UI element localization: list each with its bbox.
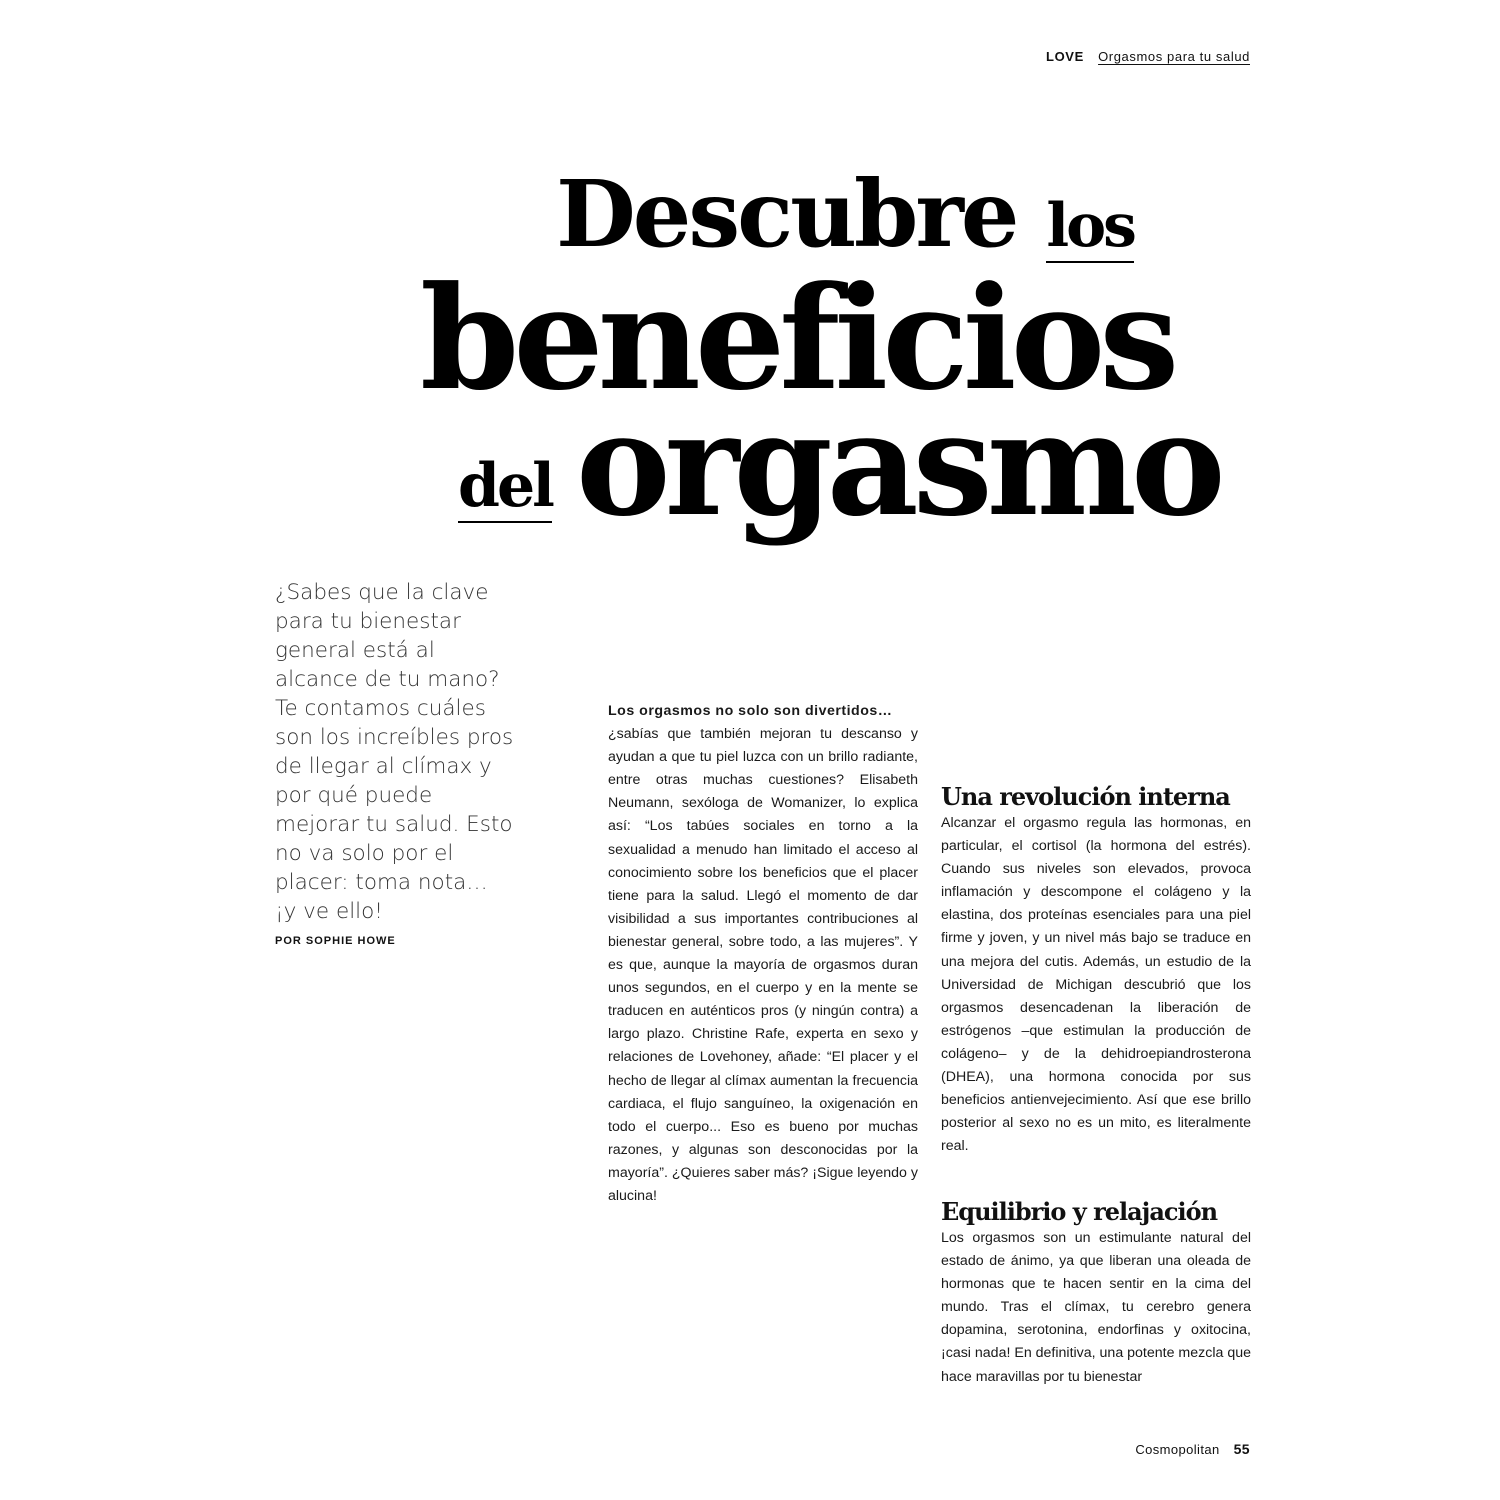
magazine-name: Cosmopolitan (1135, 1442, 1220, 1457)
intro-body: ¿sabías que también mejoran tu descanso y ayudan a que tu piel luzca con un brillo radiante, entre otras muchas cuestiones? Elisabeth Neumann, sexóloga de Womanizer, lo explica así: “Los tabúes sociales en torno a la sexualidad a menudo han limitado el acceso al conocimiento sobre los beneficios que el placer tiene para la salud. Llegó el momento de dar visibilidad a sus importantes contribuciones al bienestar general, sobre todo, a las mujeres”. Y es que, aunque la mayoría de orgasmos duran unos segundos, en el cuerpo y en la mente se traducen en auténticos pros (y ningún contra) a largo plazo. Christine Rafe, experta en sexo y relaciones de Lovehoney, añade: “El placer y el hecho de llegar al clímax aumentan la frecuencia cardiaca, el flujo sanguíneo, la oxigenación en todo el cuerpo... Eso es bueno por muchas razones, y algunas son desconocidas por la mayoría”. ¿Quieres saber más? ¡Sigue leyendo y alucina! (608, 726, 918, 1204)
title-word-beneficios: beneficios (420, 256, 1174, 422)
standfirst: ¿Sabes que la clave para tu bienestar general está al alcance de tu mano? Te contamos cuáles son los increíbles pros de llegar al clímax y por qué puede mejorar tu salud. Esto no va solo por el placer: toma nota… ¡y ve ello! (275, 580, 514, 924)
intro-column (608, 700, 918, 1208)
section-heading: Equilibrio y relajación (941, 1197, 1218, 1226)
section-heading: Una revolución interna (941, 782, 1230, 811)
byline: POR SOPHIE HOWE (275, 935, 396, 947)
page-footer (1135, 1441, 1250, 1457)
title-word-descubre: Descubre (556, 160, 1017, 268)
title-line-3 (458, 382, 1220, 548)
title-word-los: los (1046, 191, 1134, 261)
section-revolucion (941, 782, 1251, 1158)
title-word-del: del (458, 451, 552, 521)
topic-label: Orgasmos para tu salud (1098, 49, 1250, 64)
section-body: Los orgasmos son un estimulante natural del estado de ánimo, ya que liberan una oleada de hormonas que te hacen sentir en la cima del mundo. Tras el clímax, tu cerebro genera dopamina, serotonina, endorfinas y oxitocina, ¡casi nada! En definitiva, una potente mezcla que hace maravillas por tu bienestar (941, 1230, 1251, 1385)
running-header (1046, 49, 1250, 64)
title-word-orgasmo: orgasmo (575, 382, 1220, 548)
title-line-1 (556, 160, 1134, 268)
section-equilibrio (941, 1197, 1251, 1389)
intro-lead: Los orgasmos no solo son divertidos… (608, 703, 893, 719)
section-label: LOVE (1046, 49, 1084, 64)
page-number: 55 (1233, 1441, 1250, 1457)
section-body: Alcanzar el orgasmo regula las hormonas, en particular, el cortisol (la hormona del estrés). Cuando sus niveles son elevados, provoca inflamación y descompone el colágeno y la elastina, dos proteínas esenciales para una piel firme y joven, y un nivel más bajo se traduce en una mejora del cutis. Además, un estudio de la Universidad de Michigan descubrió que los orgasmos desencadenan la liberación de estrógenos –que estimulan la producción de colágeno– y de la dehidroepiandrosterona (DHEA), una hormona conocida por sus beneficios antienvejecimiento. Así que ese brillo posterior al sexo no es un mito, es literalmente real. (941, 815, 1251, 1155)
